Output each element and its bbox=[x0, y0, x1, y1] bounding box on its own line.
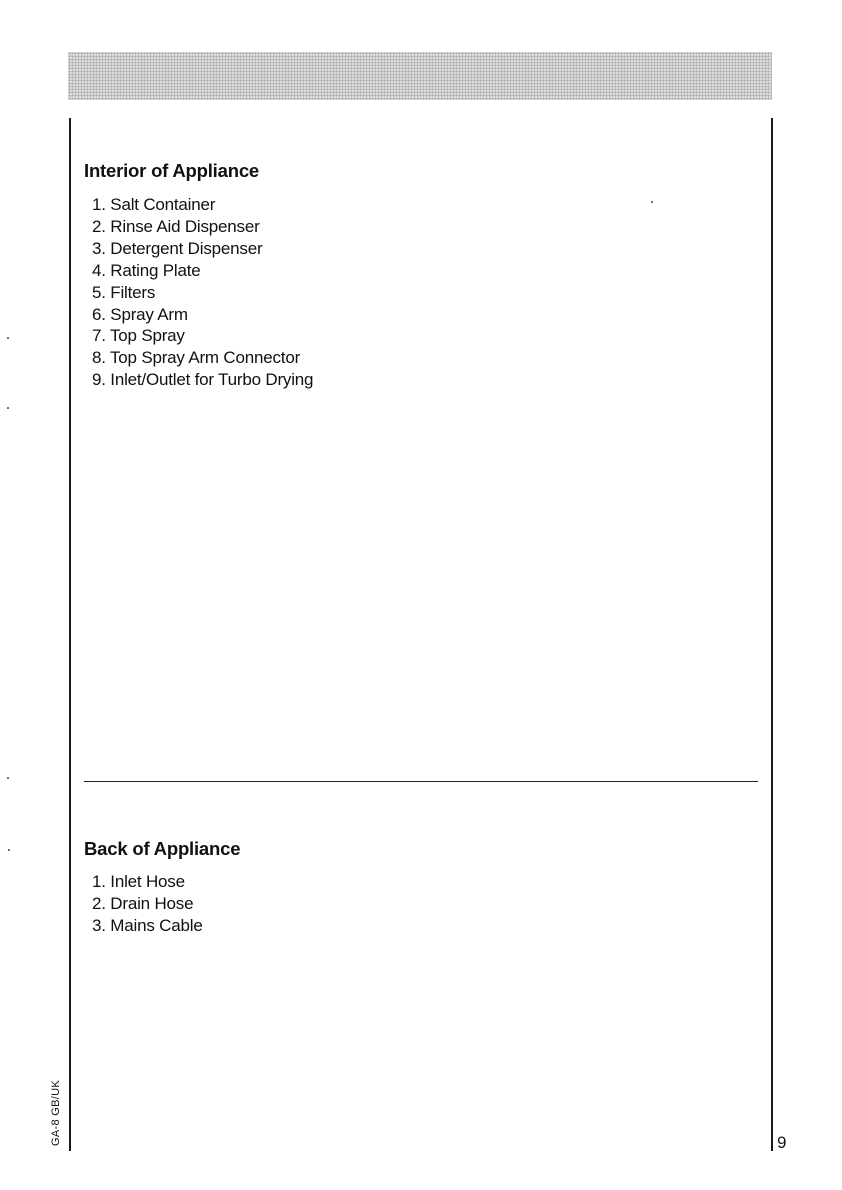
list-item: 9. Inlet/Outlet for Turbo Drying bbox=[92, 370, 314, 390]
list-item: 5. Filters bbox=[92, 282, 156, 302]
scan-speck bbox=[7, 777, 9, 779]
list-item: 7. Top Spray bbox=[92, 326, 185, 346]
left-margin-rule bbox=[69, 118, 71, 1151]
interior-section-title: Interior of Appliance bbox=[84, 160, 259, 181]
scan-speck bbox=[7, 337, 9, 339]
list-item: 1. Salt Container bbox=[92, 195, 216, 214]
list-item: 3. Detergent Dispenser bbox=[92, 238, 263, 258]
list-item: 4. Rating Plate bbox=[92, 260, 201, 280]
list-item: 1. Inlet Hose bbox=[92, 872, 185, 891]
scan-speck bbox=[7, 407, 9, 409]
list-item: 2. Rinse Aid Dispenser bbox=[92, 216, 260, 236]
back-parts-list bbox=[92, 871, 203, 937]
list-item: 8. Top Spray Arm Connector bbox=[92, 348, 301, 368]
document-code: GA-8 GB/UK bbox=[50, 1080, 62, 1146]
interior-parts-list bbox=[92, 194, 313, 391]
section-divider bbox=[84, 781, 758, 782]
header-texture-band bbox=[68, 52, 772, 100]
list-item: 2. Drain Hose bbox=[92, 893, 194, 913]
right-margin-rule bbox=[771, 118, 773, 1151]
back-section-title: Back of Appliance bbox=[84, 838, 241, 859]
list-item: 3. Mains Cable bbox=[92, 915, 203, 935]
scan-speck bbox=[8, 849, 10, 851]
page-number: 9 bbox=[777, 1133, 787, 1152]
scan-speck bbox=[651, 201, 653, 203]
list-item: 6. Spray Arm bbox=[92, 304, 188, 324]
